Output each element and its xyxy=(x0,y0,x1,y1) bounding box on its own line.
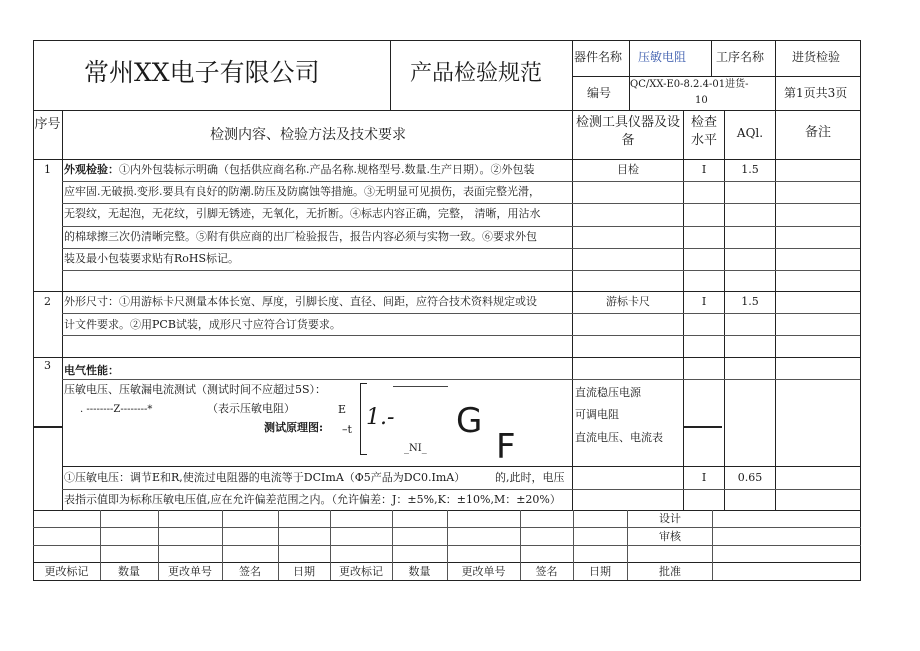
item-1-line-3: 无裂纹，无起泡，无花纹，引脚无锈迹，无氧化，无折断。④标志内容正确，完整， 清晰，用沾水 xyxy=(64,207,541,220)
item-3-line-1b: 的,此时，电压 xyxy=(495,471,565,484)
footer-col-change-no-1: 更改单号 xyxy=(168,565,212,578)
circuit-g: G xyxy=(456,401,483,441)
circuit-label: 测试原理图: xyxy=(264,421,324,434)
footer-approve: 批准 xyxy=(659,565,681,578)
item-1-line-1-text: ①内外包装标示明确（包括供应商名称.产品名称.规格型号.数量.生产日期）。②外包装 xyxy=(119,163,535,176)
footer-col-change-no-2: 更改单号 xyxy=(461,565,506,578)
circuit-symbol: 1.- xyxy=(366,405,395,430)
item-2-aql: 1.5 xyxy=(741,295,759,308)
item-3-title: 电气性能： xyxy=(64,364,119,377)
item-3-subtitle: 压敏电压、压敏漏电流测试（测试时间不应超过5S）： xyxy=(64,383,327,396)
col-level-header: 检查水平 xyxy=(690,115,717,148)
footer-col-change-mark-1: 更改标记 xyxy=(44,565,89,578)
item-3-tool-3: 直流电压、电流表 xyxy=(575,431,663,444)
item-1-line-4: 的棉球擦三次仍清晰完整。⑤附有供应商的出厂检验报告，报告内容必须与实物一致。⑥要求外包 xyxy=(64,230,537,243)
page-info: 第1页共3页 xyxy=(784,86,848,100)
footer-col-date-2: 日期 xyxy=(589,565,611,578)
circuit-t: –t xyxy=(342,423,352,436)
item-2-tool: 游标卡尺 xyxy=(606,295,650,308)
footer-col-sign-2: 签名 xyxy=(535,565,558,578)
item-1-line-1 xyxy=(64,163,534,177)
part-name-value: 压敏电阻 xyxy=(638,50,687,64)
process-name-value: 进货检验 xyxy=(792,50,841,64)
item-1-title: 外观检验： xyxy=(64,163,119,176)
item-2-level: I xyxy=(701,295,707,308)
item-2-no: 2 xyxy=(44,295,51,308)
doc-title: 产品检验规范 xyxy=(410,61,543,86)
item-1-tool: 目检 xyxy=(617,163,639,176)
col-remark-header: 备注 xyxy=(804,125,831,140)
process-name-label: 工序名称 xyxy=(716,50,765,64)
col-seq-header: 序号 xyxy=(34,117,61,132)
item-3-line-1a: ①压敏电压：调节E和R,使流过电阻器的电流等于DCImA（Φ5产品为DC0.ImA） xyxy=(64,471,466,484)
footer-design: 设计 xyxy=(659,512,681,525)
col-aql-header: AQl. xyxy=(736,126,764,140)
item-3-no: 3 xyxy=(44,359,51,372)
item-1-no: 1 xyxy=(44,163,51,176)
col-content-header: 检测内容、检验方法及技术要求 xyxy=(210,127,406,143)
circuit-dots: . --------Z--------* xyxy=(80,404,153,415)
side-mark-left xyxy=(33,426,63,428)
footer-col-sign-1: 签名 xyxy=(239,565,261,578)
item-2-line-1: 外形尺寸：①用游标卡尺测量本体长宽、厚度，引脚长度、直径、间距，应符合技术资料规定或设 xyxy=(64,295,537,308)
footer-col-change-mark-2: 更改标记 xyxy=(339,565,383,578)
circuit-box xyxy=(393,386,448,388)
circuit-ni: _NI_ xyxy=(404,443,427,454)
item-1-level: I xyxy=(701,163,707,176)
footer-col-qty-2: 数量 xyxy=(408,565,431,578)
item-1-aql: 1.5 xyxy=(741,163,759,176)
col-tools-header: 检测工具仪器及设备 xyxy=(575,115,680,148)
item-3-line-2: 表指示值即为标称压敏电压值,应在允许偏差范围之内。（允许偏差：J：±5%,K：±10%,M：±20%） xyxy=(64,493,561,506)
number-label: 编号 xyxy=(587,86,612,100)
item-3-level: I xyxy=(701,471,707,484)
item-1-line-5: 装及最小包装要求贴有RoHS标记。 xyxy=(64,252,240,265)
footer-review: 审核 xyxy=(659,530,681,543)
circuit-e: E xyxy=(338,403,347,416)
item-1-line-2: 应牢固.无破损.变形.要具有良好的防潮.防压及防腐蚀等措施。③无明显可见损伤，表面完整光滑， xyxy=(64,185,540,198)
part-name-label: 器件名称 xyxy=(574,50,623,64)
side-mark-right xyxy=(684,426,722,428)
circuit-note: （表示压敏电阻） xyxy=(207,402,295,415)
item-2-line-2: 计文件要求。②用PCB试装，成形尺寸应符合订货要求。 xyxy=(64,318,341,331)
item-3-aql: 0.65 xyxy=(737,471,763,484)
item-3-tool-1: 直流稳压电源 xyxy=(575,386,641,399)
number-value-line1: QC/XX-E0-8.2.4-01进货- xyxy=(630,79,749,90)
company-name: 常州XX电子有限公司 xyxy=(84,58,320,87)
circuit-f: F xyxy=(496,427,516,467)
item-3-tool-2: 可调电阻 xyxy=(575,408,619,421)
footer-col-qty-1: 数量 xyxy=(118,565,140,578)
number-value-line2: 10 xyxy=(695,95,708,106)
footer-col-date-1: 日期 xyxy=(293,565,315,578)
